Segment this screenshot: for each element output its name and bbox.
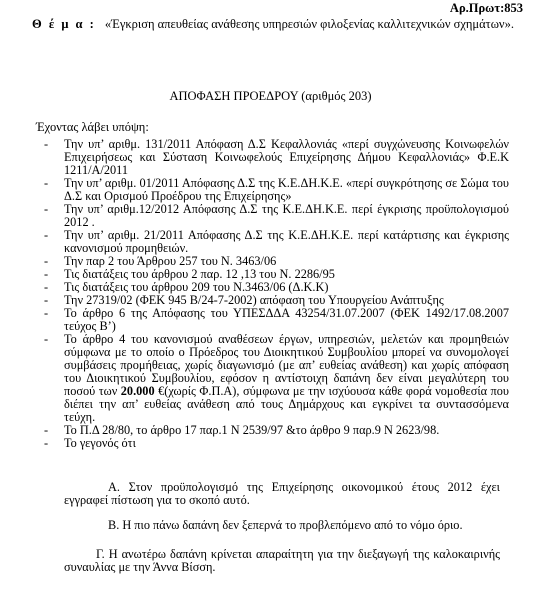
clause-dash: - [44, 306, 49, 320]
clause-dash: - [44, 267, 49, 281]
clause-item [0, 437, 541, 450]
clause-text: Την παρ 2 του Άρθρου 257 του Ν. 3463/06 [64, 254, 277, 268]
clause-list [0, 138, 541, 450]
clause-item [0, 203, 541, 229]
clause-dash: - [44, 176, 49, 190]
paragraph-b: Β. Η πιο πάνω δαπάνη δεν ξεπερνά το προβλεπόμενο από το νόμο όριο. [108, 518, 463, 532]
paragraph-a: Α. Στον προϋπολογισμό της Επιχείρησης οικονομικού έτους 2012 έχει εγγραφεί πίστωση για το σκοπό αυτό. [64, 480, 500, 507]
clause-text: Την υπ’ αριθμ. 21/2011 Απόφασης Δ.Σ της Κ.Ε.ΔΗ.Κ.Ε. περί κατάρτισης και έγκρισης κανονισμού προμηθειών. [64, 228, 509, 255]
decision-title: ΑΠΟΦΑΣΗ ΠΡΟΕΔΡΟΥ (αριθμός 203) [169, 89, 372, 103]
clause-text-pre: Το άρθρο 4 του κανονισμού αναθέσεων έργων, υπηρεσιών, μελετών και προμηθειών σύμφωνα με το οποίο ο Πρόεδρος του Διοικητικού Συμβουλίου μπορεί να συνομολογεί συμβάσεις προμήθειας, χωρίς διαγωνισμό (με απ’ ευθείας ανάθεση) και χωρίς απόφαση του Διοικητικού Συμβουλίου, εφόσον η αντίστοιχη δαπάνη δεν είναι μεγαλύτερη του ποσού των [64, 332, 509, 398]
clause-dash: - [44, 332, 49, 346]
clause-dash: - [44, 280, 49, 294]
subject-text: «Έγκριση απευθείας ανάθεσης υπηρεσιών φιλοξενίας καλλιτεχνικών σχημάτων». [104, 17, 514, 31]
clause-item [0, 177, 541, 203]
clause-text: Το Π.Δ 28/80, το άρθρο 17 παρ.1 Ν 2539/97 &το άρθρο 9 παρ.9 Ν 2623/98. [64, 423, 440, 437]
clause-text: Τις διατάξεις του άρθρου 2 παρ. 12 ,13 του Ν. 2286/95 [64, 267, 335, 281]
clause-text: Την υπ’ αριθμ.12/2012 Απόφασης Δ.Σ της Κ.Ε.ΔΗ.Κ.Ε. περί έγκρισης προϋπολογισμού 2012 . [64, 202, 509, 229]
clause-item [0, 138, 541, 177]
clause-dash: - [44, 228, 49, 242]
clause-item [0, 333, 541, 424]
clause-dash: - [44, 293, 49, 307]
paragraph-c: Γ. Η ανωτέρω δαπάνη κρίνεται απαραίτητη για την διεξαγωγή της καλοκαιρινής συναυλίας με την Άννα Βίσση. [64, 547, 500, 574]
clause-text: Τις διατάξεις του άρθρου 209 του Ν.3463/06 (Δ.Κ.Κ) [64, 280, 329, 294]
clause-dash: - [44, 254, 49, 268]
amount-value: 20.000 [120, 384, 155, 398]
considering-heading: Έχοντας λάβει υπόψη: [36, 120, 149, 134]
subject-line [32, 18, 532, 31]
clause-text: Την 27319/02 (ΦΕΚ 945 Β/24-7-2002) απόφαση του Υπουργείου Ανάπτυξης [64, 293, 444, 307]
subject-label: Θ έ μ α : [32, 17, 96, 31]
clause-dash: - [44, 423, 49, 437]
clause-text: Την υπ’ αριθμ. 131/2011 Απόφαση Δ.Σ Κεφαλλονιάς «περί συγχώνευσης Κοινωφελών Επιχειρήσεως και Σύσταση Κοινωφελούς Επιχείρησης Δήμου Κεφαλλονιάς» Φ.Ε.Κ 1211/Α/2011 [64, 137, 509, 177]
clause-dash: - [44, 137, 49, 151]
clause-item [0, 307, 541, 333]
clause-text-post: €(χωρίς Φ.Π.Α), σύμφωνα με την ισχύουσα κάθε φορά νομοθεσία που διέπει την απ’ ευθείας ανάθεση από τους Δημάρχους και εγκρίνει τα συντασσόμενα τεύχη. [64, 384, 510, 424]
clause-item [0, 229, 541, 255]
clause-dash: - [44, 202, 49, 216]
clause-text: Το άρθρο 6 της Απόφασης του ΥΠΕΣΔΔΑ 43254/31.07.2007 (ΦΕΚ 1492/17.08.2007 τεύχος Β’) [64, 306, 509, 333]
clause-text: Το γεγονός ότι [64, 436, 136, 450]
clause-dash: - [44, 436, 49, 450]
clause-text: Την υπ’ αριθμ. 01/2011 Απόφασης Δ.Σ της Κ.Ε.ΔΗ.Κ.Ε. «περί συγκρότησης σε Σώμα του Δ.Σ και Ορισμού Προέδρου της Επιχείρησης» [64, 176, 509, 203]
protocol-number: Αρ.Πρωτ:853 [449, 1, 523, 15]
